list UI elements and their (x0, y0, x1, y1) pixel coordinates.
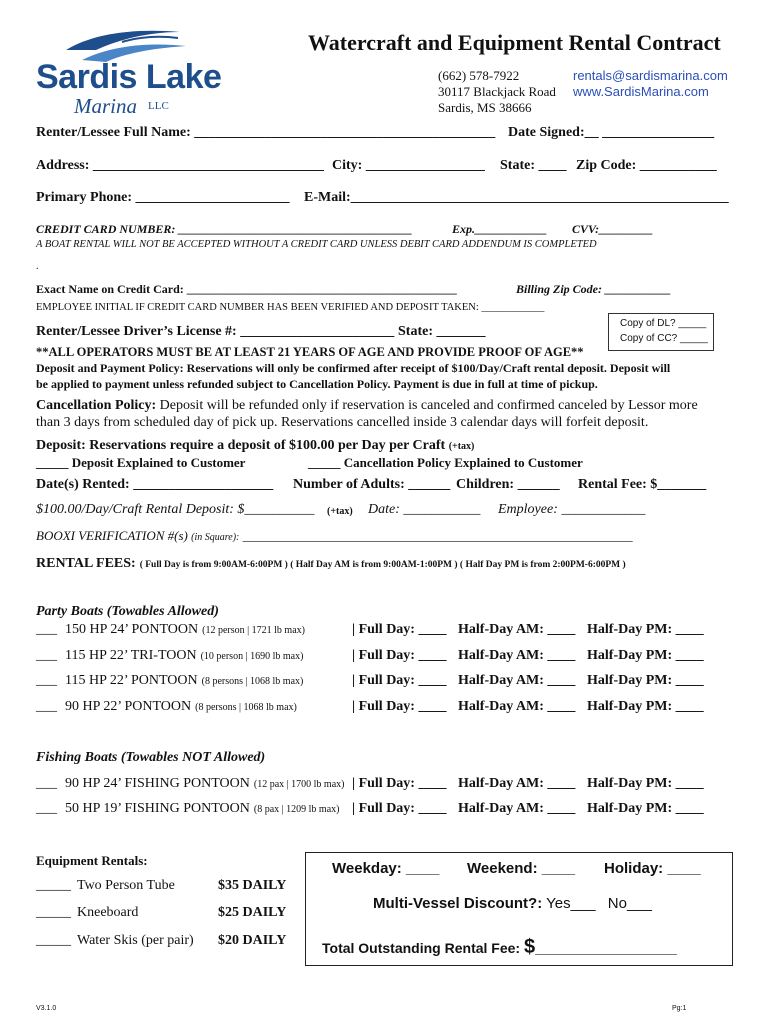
multi-vessel-yes[interactable]: Yes___ (546, 895, 596, 912)
deposit-date-field[interactable]: Date: ___________ (368, 502, 481, 517)
employee-initial-field[interactable]: EMPLOYEE INITIAL IF CREDIT CARD NUMBER HAS BEEN VERIFIED AND DEPOSIT TAKEN: ____________ (36, 302, 545, 313)
total-fee-row[interactable] (322, 936, 677, 959)
address-field[interactable]: Address: _________________________________ (36, 158, 324, 173)
boat-name: 115 HP 22’ PONTOON (65, 673, 198, 688)
boat-spec: (10 person | 1690 lb max) (200, 651, 304, 662)
boat-row (36, 648, 303, 664)
total-fee-label: Total Outstanding Rental Fee: (322, 940, 521, 956)
cc-number-field[interactable]: CREDIT CARD NUMBER: _______________________________________ (36, 222, 413, 236)
email-link[interactable]: rentals@sardismarina.com (573, 68, 728, 83)
holiday-field[interactable]: Holiday: ____ (604, 860, 701, 877)
cc-name-field[interactable]: Exact Name on Credit Card: _____________________________________________ (36, 282, 457, 296)
page-number: Pg:1 (672, 1005, 687, 1012)
boat-row (36, 801, 339, 817)
boat-select-blank[interactable]: ___ (36, 776, 57, 791)
equipment-name: Two Person Tube (77, 878, 175, 893)
boat-row (36, 776, 344, 792)
full-day-field[interactable]: | Full Day: ____ (352, 673, 447, 688)
boat-name: 115 HP 22’ TRI-TOON (65, 648, 197, 663)
full-day-field[interactable]: | Full Day: ____ (352, 699, 447, 714)
deposit-employee-field[interactable]: Employee: ____________ (498, 502, 646, 517)
dates-rented-field[interactable]: Date(s) Rented: ____________________ (36, 477, 274, 492)
equipment-blank[interactable]: _____ (36, 878, 71, 893)
rental-fee-field[interactable]: Rental Fee: $_______ (578, 477, 707, 492)
total-fee-line[interactable]: _________________ (535, 940, 677, 957)
boat-name: 150 HP 24’ PONTOON (65, 622, 199, 637)
multi-vessel-label: Multi-Vessel Discount?: (373, 895, 543, 912)
website-link[interactable]: www.SardisMarina.com (573, 84, 709, 99)
boat-name: 90 HP 24’ FISHING PONTOON (65, 776, 250, 791)
full-day-field[interactable]: | Full Day: ____ (352, 776, 447, 791)
street-address: 30117 Blackjack Road (438, 84, 556, 99)
children-field[interactable]: Children: ______ (456, 477, 560, 492)
booxi-label: BOOXI VERIFICATION #(s) (36, 528, 188, 543)
equipment-item (36, 933, 194, 949)
date-signed-field[interactable]: Date Signed:__ ________________ (508, 125, 715, 140)
phone-number: (662) 578-7922 (438, 68, 520, 83)
equipment-item (36, 878, 175, 894)
boat-select-blank[interactable]: ___ (36, 801, 57, 816)
half-day-am-field[interactable]: Half-Day AM: ____ (458, 801, 576, 816)
cc-notice: A BOAT RENTAL WILL NOT BE ACCEPTED WITHOUT A CREDIT CARD UNLESS DEBIT CARD ADDENDUM IS COMPLETED (36, 239, 597, 250)
license-state-field[interactable]: State: _______ (398, 324, 486, 339)
weekend-field[interactable]: Weekend: ____ (467, 860, 576, 877)
equipment-blank[interactable]: _____ (36, 933, 71, 948)
page-title: Watercraft and Equipment Rental Contract (308, 30, 721, 55)
stray-dot: . (36, 261, 39, 272)
craft-deposit-field[interactable]: $100.00/Day/Craft Rental Deposit: $__________ (36, 502, 315, 517)
boat-spec: (8 pax | 1209 lb max) (253, 804, 340, 815)
renter-name-field[interactable]: Renter/Lessee Full Name: ___________________________________________ (36, 125, 496, 140)
boat-row (36, 673, 303, 689)
city-field[interactable]: City: _________________ (332, 158, 485, 173)
deposit-requirement (36, 438, 474, 454)
half-day-am-field[interactable]: Half-Day AM: ____ (458, 648, 576, 663)
city-address: Sardis, MS 38666 (438, 100, 532, 115)
full-day-field[interactable]: | Full Day: ____ (352, 801, 447, 816)
email-field[interactable]: E-Mail:______________________________________________________ (304, 190, 729, 205)
deposit-explained-field[interactable]: _____ Deposit Explained to Customer (36, 455, 246, 470)
boat-spec: (12 pax | 1700 lb max) (253, 779, 345, 790)
deposit-policy-line2: be applied to payment unless refunded subject to Cancellation Policy. Payment is due in full at time of pickup. (36, 377, 598, 391)
rental-fees-header (36, 554, 626, 572)
fishing-boats-heading: Fishing Boats (Towables NOT Allowed) (36, 750, 266, 765)
cc-cvv-field[interactable]: CVV:_________ (572, 222, 654, 236)
boat-select-blank[interactable]: ___ (36, 673, 57, 688)
deposit-policy-line1: Deposit and Payment Policy: Reservations will only be confirmed after receipt of $100/Day/Craft rental deposit. Deposit will (36, 361, 671, 375)
cancellation-label: Cancellation Policy: (36, 398, 157, 413)
multi-vessel-no[interactable]: No___ (607, 895, 652, 912)
logo-title: Sardis Lake (36, 58, 222, 96)
half-day-pm-field[interactable]: Half-Day PM: ____ (587, 776, 704, 791)
state-field[interactable]: State: ____ (500, 158, 567, 173)
copy-cc-field[interactable]: Copy of CC? _____ (620, 333, 708, 344)
equipment-heading: Equipment Rentals: (36, 853, 148, 868)
cancellation-policy-line1 (36, 398, 698, 414)
full-day-field[interactable]: | Full Day: ____ (352, 648, 447, 663)
phone-field[interactable]: Primary Phone: ______________________ (36, 190, 290, 205)
copy-dl-field[interactable]: Copy of DL? _____ (620, 318, 707, 329)
full-day-field[interactable]: | Full Day: ____ (352, 622, 447, 637)
cancellation-policy-line2: than 3 days from scheduled day of pick up. Reservations cancelled inside 3 calendar days will forfeit deposit. (36, 415, 649, 430)
adults-field[interactable]: Number of Adults: ______ (293, 477, 451, 492)
half-day-am-field[interactable]: Half-Day AM: ____ (458, 699, 576, 714)
boat-spec: (8 persons | 1068 lb max) (195, 702, 297, 713)
booxi-sub: (in Square): (191, 532, 240, 543)
half-day-am-field[interactable]: Half-Day AM: ____ (458, 673, 576, 688)
craft-deposit-tax: (+tax) (327, 506, 353, 517)
equipment-name: Water Skis (per pair) (77, 933, 194, 948)
logo-llc: LLC (148, 100, 169, 112)
booxi-verification[interactable] (36, 528, 633, 544)
weekday-field[interactable]: Weekday: ____ (332, 860, 440, 877)
billing-zip-field[interactable]: Billing Zip Code: ___________ (516, 282, 672, 296)
rental-fees-detail: ( Full Day is from 9:00AM-6:00PM ) ( Half Day AM is from 9:00AM-1:00PM ) ( Half Day PM is from 2:00PM-6:00PM ) (139, 560, 626, 570)
boat-row (36, 622, 305, 638)
half-day-am-field[interactable]: Half-Day AM: ____ (458, 776, 576, 791)
half-day-pm-field[interactable]: Half-Day PM: ____ (587, 699, 704, 714)
half-day-pm-field[interactable]: Half-Day PM: ____ (587, 801, 704, 816)
deposit-requirement-text: Deposit: Reservations require a deposit of $100.00 per Day per Craft (36, 438, 446, 453)
logo-subtitle: Marina (74, 94, 137, 118)
boat-select-blank[interactable]: ___ (36, 699, 57, 714)
booxi-line[interactable]: ____________________________________________________________ (242, 528, 633, 543)
age-notice: **ALL OPERATORS MUST BE AT LEAST 21 YEARS OF AGE AND PROVIDE PROOF OF AGE** (36, 345, 584, 359)
boat-spec: (8 persons | 1068 lb max) (201, 676, 304, 687)
boat-select-blank[interactable]: ___ (36, 648, 57, 663)
equipment-price: $20 DAILY (218, 933, 287, 948)
zip-field[interactable]: Zip Code: ___________ (576, 158, 717, 173)
equipment-name: Kneeboard (77, 905, 139, 920)
total-fee-dollar: $ (523, 936, 536, 958)
boat-name: 50 HP 19’ FISHING PONTOON (65, 801, 250, 816)
cc-exp-field[interactable]: Exp.____________ (452, 222, 548, 236)
license-field[interactable]: Renter/Lessee Driver’s License #: ______________________ (36, 324, 395, 339)
equipment-item (36, 905, 138, 921)
deposit-tax-note: (+tax) (448, 441, 475, 452)
equipment-blank[interactable]: _____ (36, 905, 71, 920)
boat-select-blank[interactable]: ___ (36, 622, 57, 637)
half-day-am-field[interactable]: Half-Day AM: ____ (458, 622, 576, 637)
equipment-price: $35 DAILY (218, 878, 287, 893)
cancel-explained-field[interactable]: _____ Cancellation Policy Explained to Customer (308, 455, 583, 470)
boat-row (36, 699, 297, 715)
boat-spec: (12 person | 1721 lb max) (202, 625, 305, 636)
equipment-price: $25 DAILY (218, 905, 287, 920)
half-day-pm-field[interactable]: Half-Day PM: ____ (587, 648, 704, 663)
rental-fees-label: RENTAL FEES: (36, 556, 136, 571)
multi-vessel-row (373, 895, 652, 912)
cancellation-text1: Deposit will be refunded only if reservation is canceled and confirmed canceled by Lessor more (156, 398, 698, 413)
party-boats-heading: Party Boats (Towables Allowed) (36, 604, 219, 619)
version-label: V3.1.0 (36, 1005, 57, 1012)
boat-name: 90 HP 22’ PONTOON (65, 699, 192, 714)
half-day-pm-field[interactable]: Half-Day PM: ____ (587, 622, 704, 637)
half-day-pm-field[interactable]: Half-Day PM: ____ (587, 673, 704, 688)
